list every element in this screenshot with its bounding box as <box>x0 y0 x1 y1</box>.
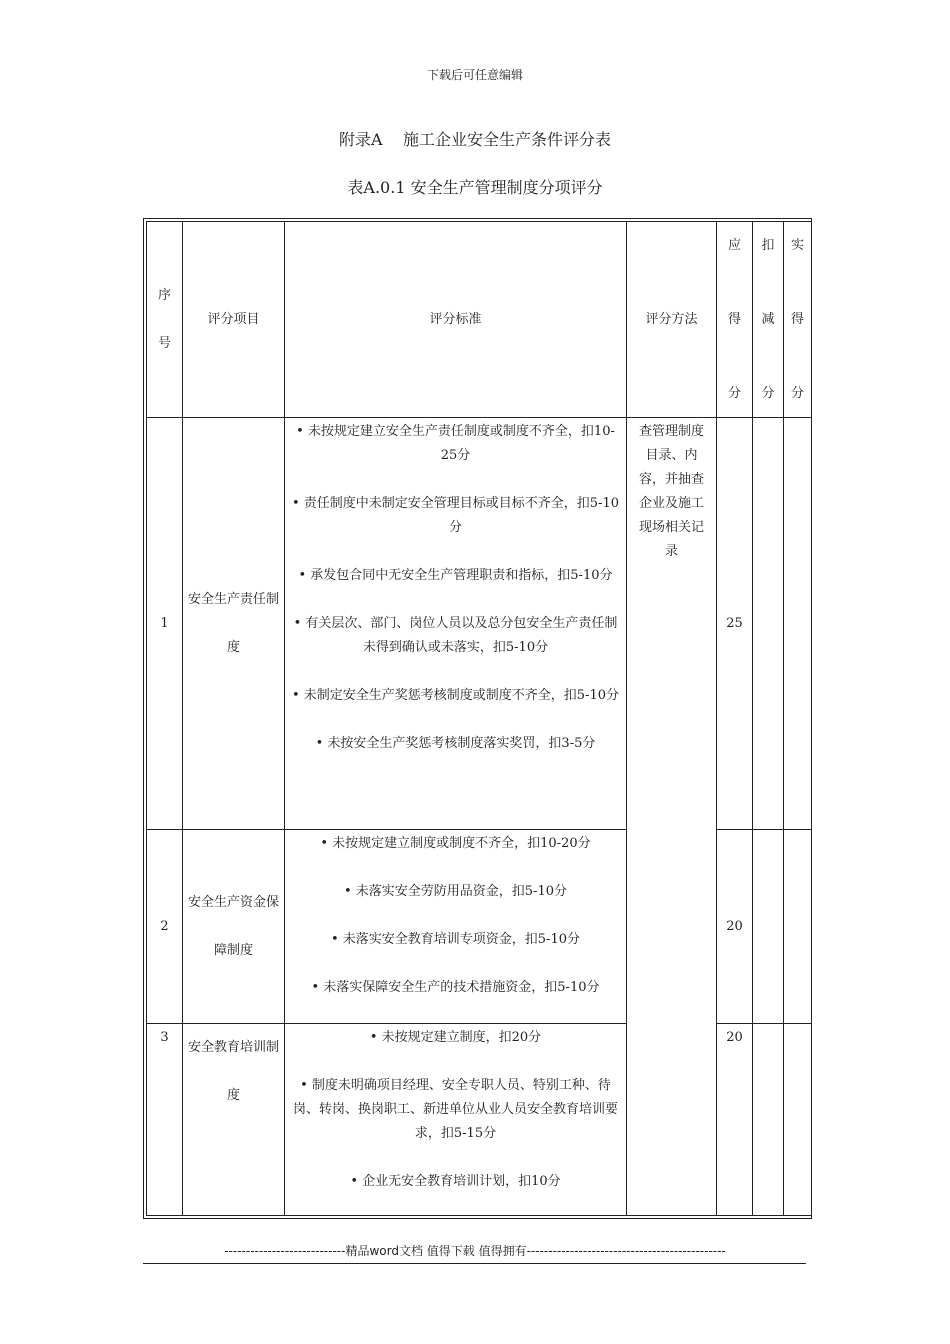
header-criteria: 评分标准 <box>285 222 627 418</box>
header-item: 评分项目 <box>183 222 285 418</box>
row-seq: 1 <box>147 418 183 830</box>
row-criteria <box>285 1024 627 1216</box>
criteria-item: • 承发包合同中无安全生产管理职责和指标，扣5-10分 <box>298 568 613 583</box>
criteria-item: • 未落实安全教育培训专项资金，扣5-10分 <box>330 932 580 947</box>
header-should-char: 应 <box>727 237 741 253</box>
footer-divider <box>143 1263 806 1264</box>
row-actual-score <box>784 830 812 1024</box>
score-table-frame <box>143 218 812 1219</box>
footer-note: ----------------------------精品word文档 值得下载 值得拥有---------------------------------------------- <box>224 1244 726 1258</box>
header-method: 评分方法 <box>627 222 717 418</box>
criteria-item: • 未按规定建立安全生产责任制度或制度不齐全，扣10-25分 <box>296 424 615 463</box>
row-should-score: 20 <box>717 1024 753 1216</box>
header-deduct-char: 扣 <box>761 237 775 253</box>
row-seq: 2 <box>147 830 183 1024</box>
row-actual-score <box>784 418 812 830</box>
page-title: 附录A 施工企业安全生产条件评分表 <box>339 130 611 149</box>
table-row <box>147 418 812 830</box>
header-should-char: 得 <box>727 311 741 327</box>
row-should-score: 20 <box>717 830 753 1024</box>
criteria-item: • 未按规定建立制度或制度不齐全，扣10-20分 <box>320 836 591 851</box>
criteria-item: • 制度未明确项目经理、安全专职人员、特别工种、待岗、转岗、换岗职工、新进单位从业人员安全教育培训要求，扣5-15分 <box>292 1078 618 1141</box>
row-criteria <box>285 418 627 830</box>
header-seq-char: 号 <box>157 335 171 351</box>
row-seq: 3 <box>147 1024 183 1216</box>
row-item: 安全生产资金保障制度 <box>183 830 285 1024</box>
row-deduct-score <box>753 418 784 830</box>
criteria-item: • 未按规定建立制度，扣20分 <box>369 1030 542 1045</box>
header-actual-char: 分 <box>790 385 804 401</box>
header-deduct-char: 分 <box>761 385 775 401</box>
criteria-item: • 有关层次、部门、岗位人员以及总分包安全生产责任制未得到确认或未落实，扣5-10分 <box>293 616 618 655</box>
header-actual-char: 得 <box>790 311 804 327</box>
header-seq-char: 序 <box>157 287 171 303</box>
row-criteria <box>285 830 627 1024</box>
criteria-item: • 未按安全生产奖惩考核制度落实奖罚，扣3-5分 <box>315 736 596 751</box>
evaluation-method: 查管理制度目录、内容，并抽查企业及施工现场相关记录 <box>627 418 717 1216</box>
row-item: 安全生产责任制度 <box>183 418 285 830</box>
row-should-score: 25 <box>717 418 753 830</box>
header-deduct-char: 减 <box>761 311 775 327</box>
row-deduct-score <box>753 1024 784 1216</box>
table-header-row <box>147 222 812 418</box>
criteria-item: • 企业无安全教育培训计划，扣10分 <box>350 1174 561 1189</box>
criteria-item: • 责任制度中未制定安全管理目标或目标不齐全，扣5-10分 <box>291 496 619 535</box>
header-deduct-score <box>753 222 784 418</box>
criteria-item: • 未落实安全劳防用品资金，扣5-10分 <box>343 884 567 899</box>
criteria-item: • 未落实保障安全生产的技术措施资金，扣5-10分 <box>311 980 600 995</box>
row-item: 安全教育培训制度 <box>183 1024 285 1216</box>
score-table <box>146 221 812 1216</box>
row-actual-score <box>784 1024 812 1216</box>
header-actual-char: 实 <box>790 237 804 253</box>
row-deduct-score <box>753 830 784 1024</box>
header-should-char: 分 <box>727 385 741 401</box>
header-should-score <box>717 222 753 418</box>
header-actual-score <box>784 222 812 418</box>
criteria-item: • 未制定安全生产奖惩考核制度或制度不齐全，扣5-10分 <box>291 688 619 703</box>
header-seq <box>147 222 183 418</box>
table-title: 表A.0.1 安全生产管理制度分项评分 <box>347 178 603 197</box>
header-note: 下载后可任意编辑 <box>426 68 523 82</box>
